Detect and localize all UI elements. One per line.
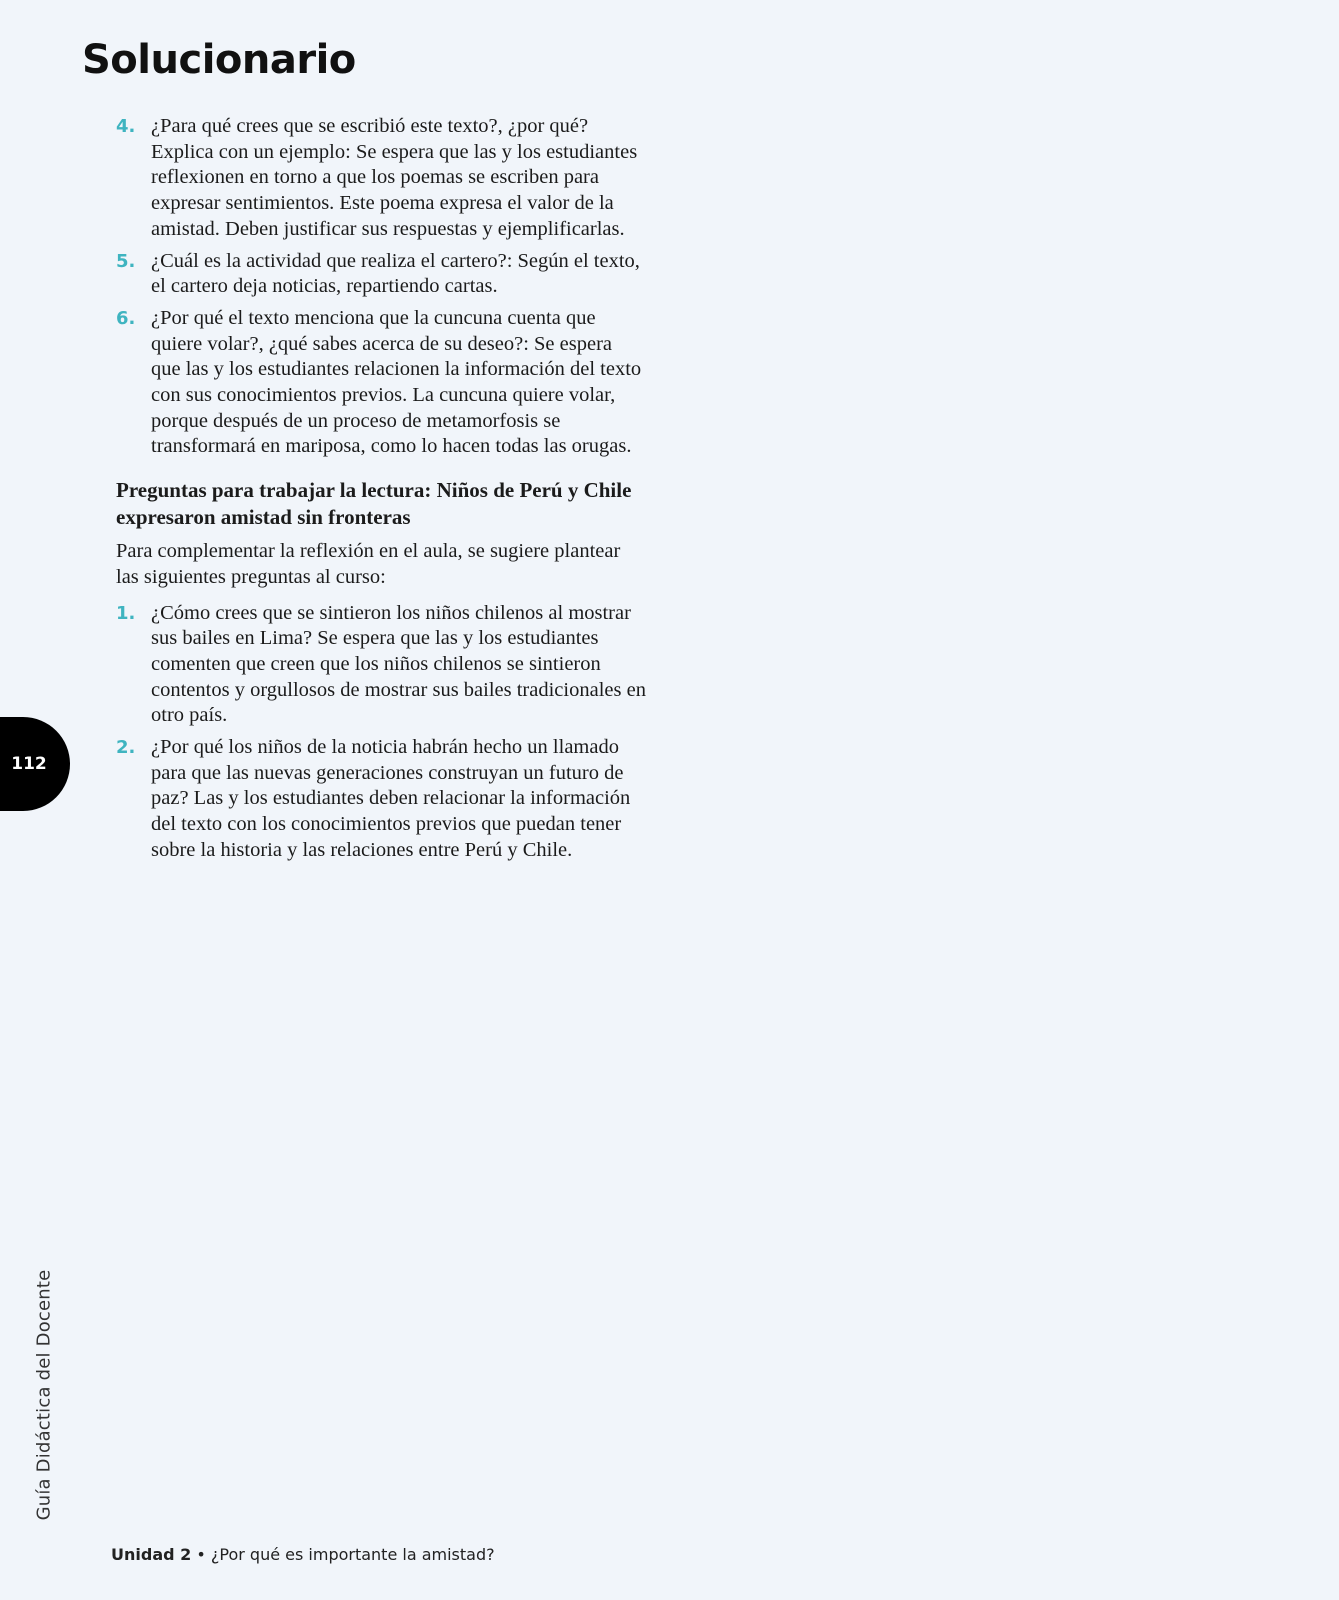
- footer-unit: Unidad 2: [111, 1545, 192, 1564]
- footer-subtitle: ¿Por qué es importante la amistad?: [210, 1545, 495, 1564]
- footer-separator: •: [191, 1545, 211, 1564]
- item-text: ¿Por qué los niños de la noticia habrán hecho un llamado para que las nuevas generaciones construyan un futuro de paz? Las y los estudiantes deben relacionar la información del texto con los conocimientos previos que puedan tener sobre la historia y las relaciones entre Perú y Chile.: [151, 736, 631, 861]
- item-text: ¿Cómo crees que se sintieron los niños chilenos al mostrar sus bailes en Lima? Se espera que las y los estudiantes comenten que creen que los niños chilenos se sintieron contentos y orgullosos de mostrar sus bailes tradicionales en otro país.: [151, 601, 646, 727]
- item-number: 6.: [116, 307, 136, 329]
- footer: [111, 1545, 495, 1564]
- page-number-tab: [0, 717, 70, 811]
- list-item: [116, 601, 646, 730]
- item-text: ¿Por qué el texto menciona que la cuncuna cuenta que quiere volar?, ¿qué sabes acerca de su deseo?: Se espera que las y los estudiantes relacionen la información del texto con sus conocimientos previos. La cuncuna quiere volar, porque después de un proceso de metamorfosis se transformará en mariposa, como lo hacen todas las orugas.: [151, 306, 642, 458]
- item-text: ¿Para qué crees que se escribió este texto?, ¿por qué? Explica con un ejemplo: Se espera que las y los estudiantes reflexionen en torno a que los poemas se escriben para expresar sentimientos. Este poema expresa el valor de la amistad. Deben justificar sus respuestas y ejemplificarlas.: [151, 115, 638, 240]
- main-content: [116, 114, 646, 870]
- section-title: Preguntas para trabajar la lectura: Niños de Perú y Chile expresaron amistad sin fronteras: [116, 478, 632, 530]
- side-label: Guía Didáctica del Docente: [33, 1269, 55, 1521]
- answer-list-2: [116, 601, 646, 864]
- item-number: 1.: [116, 602, 136, 624]
- list-item: [116, 114, 646, 243]
- item-number: 4.: [116, 116, 136, 137]
- item-number: 2.: [116, 737, 136, 759]
- list-item: [116, 735, 646, 864]
- section-intro: Para complementar la reflexión en el aula, se sugiere plantear las siguientes preguntas al curso:: [116, 540, 621, 588]
- item-text: ¿Cuál es la actividad que realiza el cartero?: Según el texto, el cartero deja noticias, repartiendo cartas.: [151, 249, 640, 298]
- list-item: [116, 249, 646, 300]
- item-number: 5.: [116, 250, 136, 272]
- list-item: [116, 306, 646, 460]
- page-title: Solucionario: [82, 37, 356, 83]
- answer-list-1: [116, 114, 646, 460]
- page-number: 112: [11, 754, 47, 774]
